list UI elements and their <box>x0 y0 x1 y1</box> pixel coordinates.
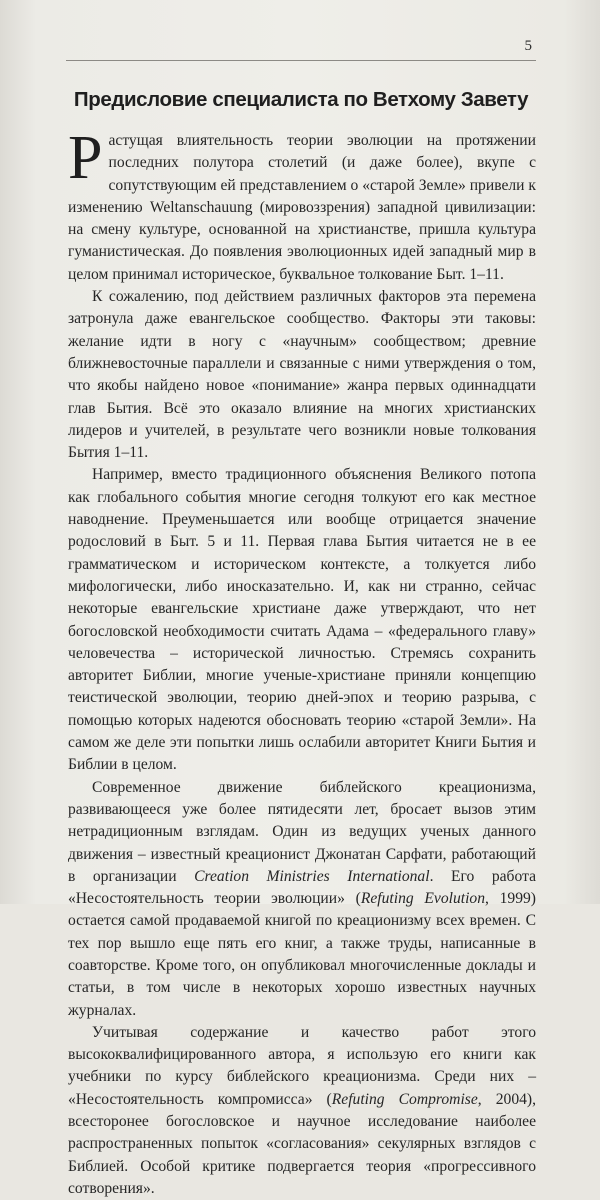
paragraph-1-text: астущая влиятельность теории эволюции на протяжении последних полутора столетий (и даже более), вкупе с сопутствующим ей представлением о «старой Земле» привели к изменению Weltanschauung (мировоззрения) западной цивилизации: на смену культуре, основанной на христианстве, пришла культура гуманистическая. До появления эволюционных идей западный мир в целом принимал историческое, буквальное толкование Быт. 1–11. <box>68 132 536 283</box>
paragraph-4-text-b: . Его работа «Несостоятельность теории эволюции» ( <box>68 867 536 908</box>
paragraph-2: К сожалению, под действием различных факторов эта перемена затронула даже евангельское сообщество. Факторы эти таковы: желание идти в ногу с «научным» сообществом; древние ближневосточные параллели и связанные с ними утверждения о том, что якобы найдено новое «понимание» жанра первых одиннадцати глав Бытия. Всё это оказало влияние на многих христианских лидеров и учителей, в результате чего возникли новые толкования Бытия 1–11. <box>68 288 536 462</box>
book-title-refuting-compromise: Refuting Compromise <box>331 1090 478 1108</box>
organization-name: Creation Ministries International <box>194 867 430 885</box>
body-text <box>68 124 536 1200</box>
paragraph-1 <box>68 124 536 286</box>
paragraph-4-text-a: Современное движение библейского креационизма, развивающееся уже более пятидесяти лет, бросает вызов этим нетрадиционным взглядам. Один из ведущих ученых данного движения – известный креационист Джонатан Сарфати, работающий в организации <box>68 778 536 885</box>
book-title-refuting-evolution: Refuting Evolution <box>360 890 485 908</box>
paragraph-4 <box>68 777 536 1022</box>
paragraph-5 <box>68 1022 536 1200</box>
paragraph-5-text-b: , 2004), всесторонее богословское и научное исследование наиболее распространенных попыток «согласования» секулярных взглядов с Библией. Особой критике подвергается теория «прогрессивного сотворения». <box>68 1090 536 1197</box>
paragraph-4-text-c: , 1999) остается самой продаваемой книгой по креационизму всех времен. С тех пор вышло еще пять его книг, а также труды, написанные в соавторстве. Кроме того, он опубликовал многочисленные доклады и статьи, в том числе в некоторых хорошо известных научных журналах. <box>68 890 536 1019</box>
drop-cap: Р <box>68 124 103 192</box>
page-number: 5 <box>524 38 532 54</box>
paragraph-3: Например, вместо традиционного объяснения Великого потопа как глобального события многие сегодня толкуют его как местное наводнение. Преуменьшается или вообще отрицается значение родословий в Быт. 5 и 11. Первая глава Бытия читается не в ее грамматическом и историческом контексте, а толкуется либо мифологически, либо иносказательно. И, как ни странно, сейчас некоторые евангельские христиане даже утверждают, что нет богословской необходимости считать Адама – «федерального главу» человечества – исторической личностью. Стремясь сохранить авторитет Библии, многие ученые-христиане приняли концепцию теистической эволюции, теорию дней-эпох и теорию разрыва, с помощью которых надеются обосновать теорию «старой Земли». На самом же деле эти попытки лишь ослабили авторитет Книги Бытия и Библии в целом. <box>68 466 536 774</box>
paragraph-5-text-a: Учитывая содержание и качество работ этого высококвалифицированного автора, я использую его книги как учебники по курсу библейского креационизма. Среди них – «Несостоятельность компромисса» ( <box>68 1023 536 1108</box>
header-rule <box>66 60 536 61</box>
section-heading: Предисловие специалиста по Ветхому Завету <box>73 88 529 111</box>
